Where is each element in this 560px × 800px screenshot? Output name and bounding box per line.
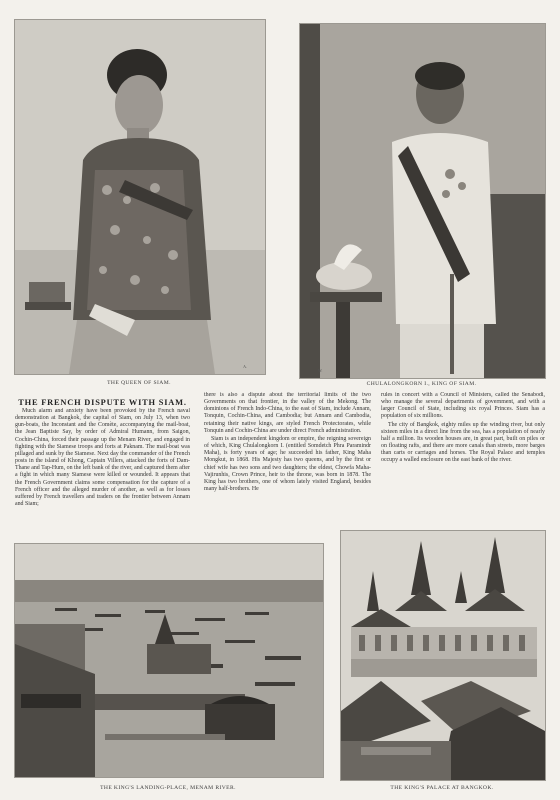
article-paragraph: Siam is an independent kingdom or empire, the reigning sovereign of which, King Chulalongkorn I. (entitled Somdetch Phra Paramindr Maha), is forty years of age; he succeeded his father, King Maha Mongkut, in 1868. His Majesty has two queens, and by the first or chief wife has two sons and two daughters; the eldest, Chowfa Maha-Vajirunhis, Crown Prince, heir to the throne, was born in 1878. The King has two brothers, one of whom lately visited England, besides many half-brothers. He: [204, 435, 371, 493]
article-column-3: [381, 392, 545, 530]
landing-place-image: [14, 543, 324, 778]
article-column-1: [15, 408, 190, 531]
article-headline: THE FRENCH DISPUTE WITH SIAM.: [18, 398, 187, 407]
landing-caption: THE KING'S LANDING-PLACE, MENAM RIVER.: [100, 785, 236, 791]
article-paragraph: The city of Bangkok, eighty miles up the winding river, but only sixteen miles in a direct line from the sea, has a population of nearly half a million. Its wooden houses are, in great part, built on piles or on floating rafts, and there are more canals than streets, more barges than carts or carriages and horses. The Royal Palace and temples occupy a walled enclosure on the east bank of the river.: [381, 421, 545, 464]
article-column-2: [204, 392, 371, 530]
palace-caption: THE KING'S PALACE AT BANGKOK.: [390, 785, 494, 791]
palace-image: [340, 530, 546, 781]
article-paragraph: there is also a dispute about the territorial limits of the two Governments on that frontier, in the valley of the Mekong. The dominions of French Indo-China, to the east of Siam, include Annam, Tonquin, Cochin-China, and Cambodia; but Annam and Cambodia, retaining their native kings, are styled French Protectorates, while Tonquin and Cochin-China are under direct French administration.: [204, 392, 371, 434]
king-portrait-image: [299, 23, 546, 379]
svg-text:A.: A.: [243, 364, 247, 369]
queen-caption: THE QUEEN OF SIAM.: [107, 380, 171, 386]
king-caption: CHULALONGKORN I., KING OF SIAM.: [366, 381, 477, 387]
article-paragraph: rules in concert with a Council of Ministers, called the Senabodi, who manage the several departments of government, and with a larger Council of State, including six royal Princes. Siam has a population of six millions.: [381, 392, 545, 420]
queen-portrait-image: [14, 19, 266, 375]
svg-text:W.: W.: [318, 368, 323, 373]
article-paragraph: Much alarm and anxiety have been provoked by the French naval demonstration at Bangkok, the capital of Siam, on July 13, when two gun-boats, the Inconstant and the Comète, accompanying the mail-boat, the Jean Baptiste Say, by order of Admiral Humann, from Saigon, Cochin-China, forced their passage up the Menam River, and engaged in fighting with the Siamese troops and forts at Paknam. The mail-boat was pillaged and sunk by the Siamese. Next day the commander of the French posts in the island of Khong, Captain Villers, attacked the forts of Dam-Thane and Tap-Hum, on the left bank of the river, and captured them after a fight in which many Siamese were killed or wounded. It appears that the French Government claims some compensation for the capture of a French officer and the alleged murder of another, as well as for losses suffered by French travellers and traders on the frontier between Annam and Siam;: [15, 408, 190, 508]
